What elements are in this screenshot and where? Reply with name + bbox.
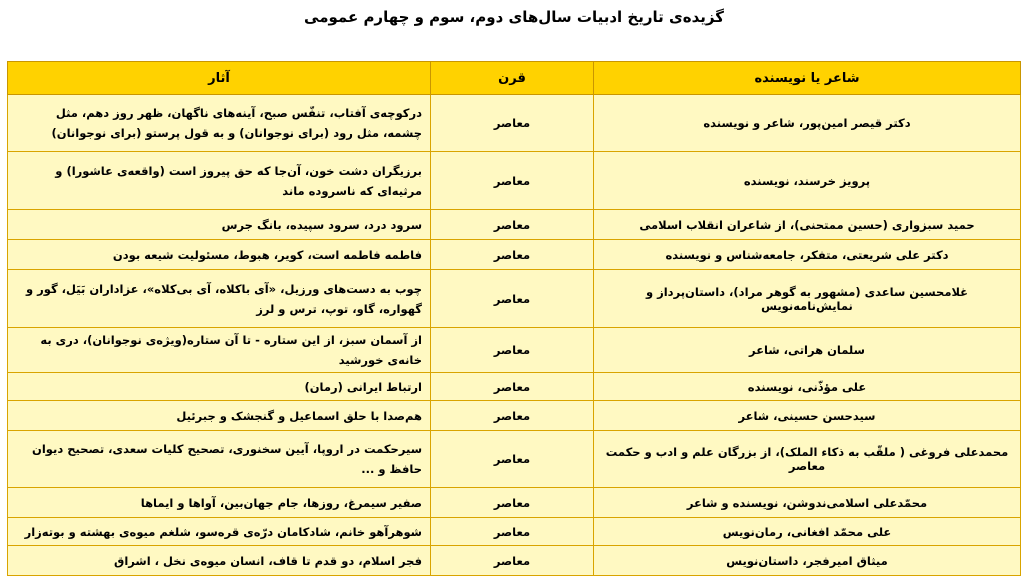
page-title: گزیده‌ی تاریخ ادبیات سال‌های دوم، سوم و چهارم عمومی bbox=[304, 8, 724, 26]
works-cell: فجر اسلام، دو قدم تا قاف، انسان میوه‌ی نخل ، اشراق bbox=[8, 546, 431, 576]
century-cell: معاصر bbox=[431, 373, 594, 401]
century-cell: معاصر bbox=[431, 152, 594, 210]
author-cell: سلمان هراتی، شاعر bbox=[594, 328, 1021, 373]
table-row bbox=[8, 328, 1021, 373]
century-cell: معاصر bbox=[431, 518, 594, 546]
century-cell: معاصر bbox=[431, 95, 594, 152]
author-cell: دکتر علی شریعتی، متفکر، جامعه‌شناس و نویسنده bbox=[594, 240, 1021, 270]
works-cell: صفیر سیمرغ، روزها، جام جهان‌بین، آواها و ایماها bbox=[8, 488, 431, 518]
century-cell: معاصر bbox=[431, 210, 594, 240]
century-cell: معاصر bbox=[431, 328, 594, 373]
century-cell: معاصر bbox=[431, 431, 594, 488]
table-row bbox=[8, 401, 1021, 431]
works-cell: چوب به دست‌های ورزیل، «آی باکلاه، آی بی‌کلاه»، عزاداران بَیَل، گور و گهواره، گاو، توپ، ترس و لرز bbox=[8, 270, 431, 328]
table-row bbox=[8, 431, 1021, 488]
century-cell: معاصر bbox=[431, 401, 594, 431]
author-cell: علی محمّد افغانی، رمان‌نویس bbox=[594, 518, 1021, 546]
works-cell: سیرحکمت در اروپا، آیین سخنوری، تصحیح کلیات سعدی، تصحیح دیوان حافظ و ... bbox=[8, 431, 431, 488]
century-cell: معاصر bbox=[431, 488, 594, 518]
works-cell: شوهرآهو خانم، شادکامان درّه‌ی قره‌سو، شلغم میوه‌ی بهشته و بوته‌زار bbox=[8, 518, 431, 546]
author-cell: محمدعلی فروغی ( ملقّب به ذکاء الملک)، از بزرگان علم و ادب و حکمت معاصر bbox=[594, 431, 1021, 488]
works-cell: ارتباط ایرانی (رمان) bbox=[8, 373, 431, 401]
works-cell: برزیگران دشت خون، آن‌جا که حق پیروز است (واقعه‌ی عاشورا) و مرثیه‌ای که ناسروده ماند bbox=[8, 152, 431, 210]
header-century: قرن bbox=[431, 62, 594, 95]
century-cell: معاصر bbox=[431, 546, 594, 576]
author-cell: میثاق امیرفجر، داستان‌نویس bbox=[594, 546, 1021, 576]
author-cell: حمید سبزواری (حسین ممتحنی)، از شاعران انقلاب اسلامی bbox=[594, 210, 1021, 240]
table-row bbox=[8, 210, 1021, 240]
table-row bbox=[8, 270, 1021, 328]
author-cell: علی مؤذّنی، نویسنده bbox=[594, 373, 1021, 401]
works-cell: از آسمان سبز، از این ستاره - تا آن ستاره(ویژه‌ی نوجوانان)، دری به خانه‌ی خورشید bbox=[8, 328, 431, 373]
works-cell: هم‌صدا با حلق اسماعیل و گنجشک و جبرئیل bbox=[8, 401, 431, 431]
table-row bbox=[8, 240, 1021, 270]
table-row bbox=[8, 152, 1021, 210]
works-cell: درکوچه‌ی آفتاب، تنفّس صبح، آینه‌های ناگهان، ظهر روز دهم، مثل چشمه، مثل رود (برای نوجوانان) و به قول پرستو (برای نوجوانان) bbox=[8, 95, 431, 152]
table-row bbox=[8, 546, 1021, 576]
table-row bbox=[8, 373, 1021, 401]
header-author: شاعر یا نویسنده bbox=[594, 62, 1021, 95]
table-row bbox=[8, 95, 1021, 152]
century-cell: معاصر bbox=[431, 240, 594, 270]
literature-table bbox=[7, 61, 1021, 576]
table-header-row bbox=[8, 62, 1021, 95]
century-cell: معاصر bbox=[431, 270, 594, 328]
table-row bbox=[8, 518, 1021, 546]
works-cell: فاطمه فاطمه است، کویر، هبوط، مسئولیت شیعه بودن bbox=[8, 240, 431, 270]
works-cell: سرود درد، سرود سپیده، بانگ جرس bbox=[8, 210, 431, 240]
author-cell: سیدحسن حسینی، شاعر bbox=[594, 401, 1021, 431]
table-row bbox=[8, 488, 1021, 518]
header-works: آثار bbox=[8, 62, 431, 95]
author-cell: دکتر قیصر امین‌پور، شاعر و نویسنده bbox=[594, 95, 1021, 152]
author-cell: پرویز خرسند، نویسنده bbox=[594, 152, 1021, 210]
author-cell: محمّدعلی اسلامی‌ندوشن، نویسنده و شاعر bbox=[594, 488, 1021, 518]
author-cell: غلامحسین ساعدی (مشهور به گوهر مراد)، داستان‌پرداز و نمایش‌نامه‌نویس bbox=[594, 270, 1021, 328]
